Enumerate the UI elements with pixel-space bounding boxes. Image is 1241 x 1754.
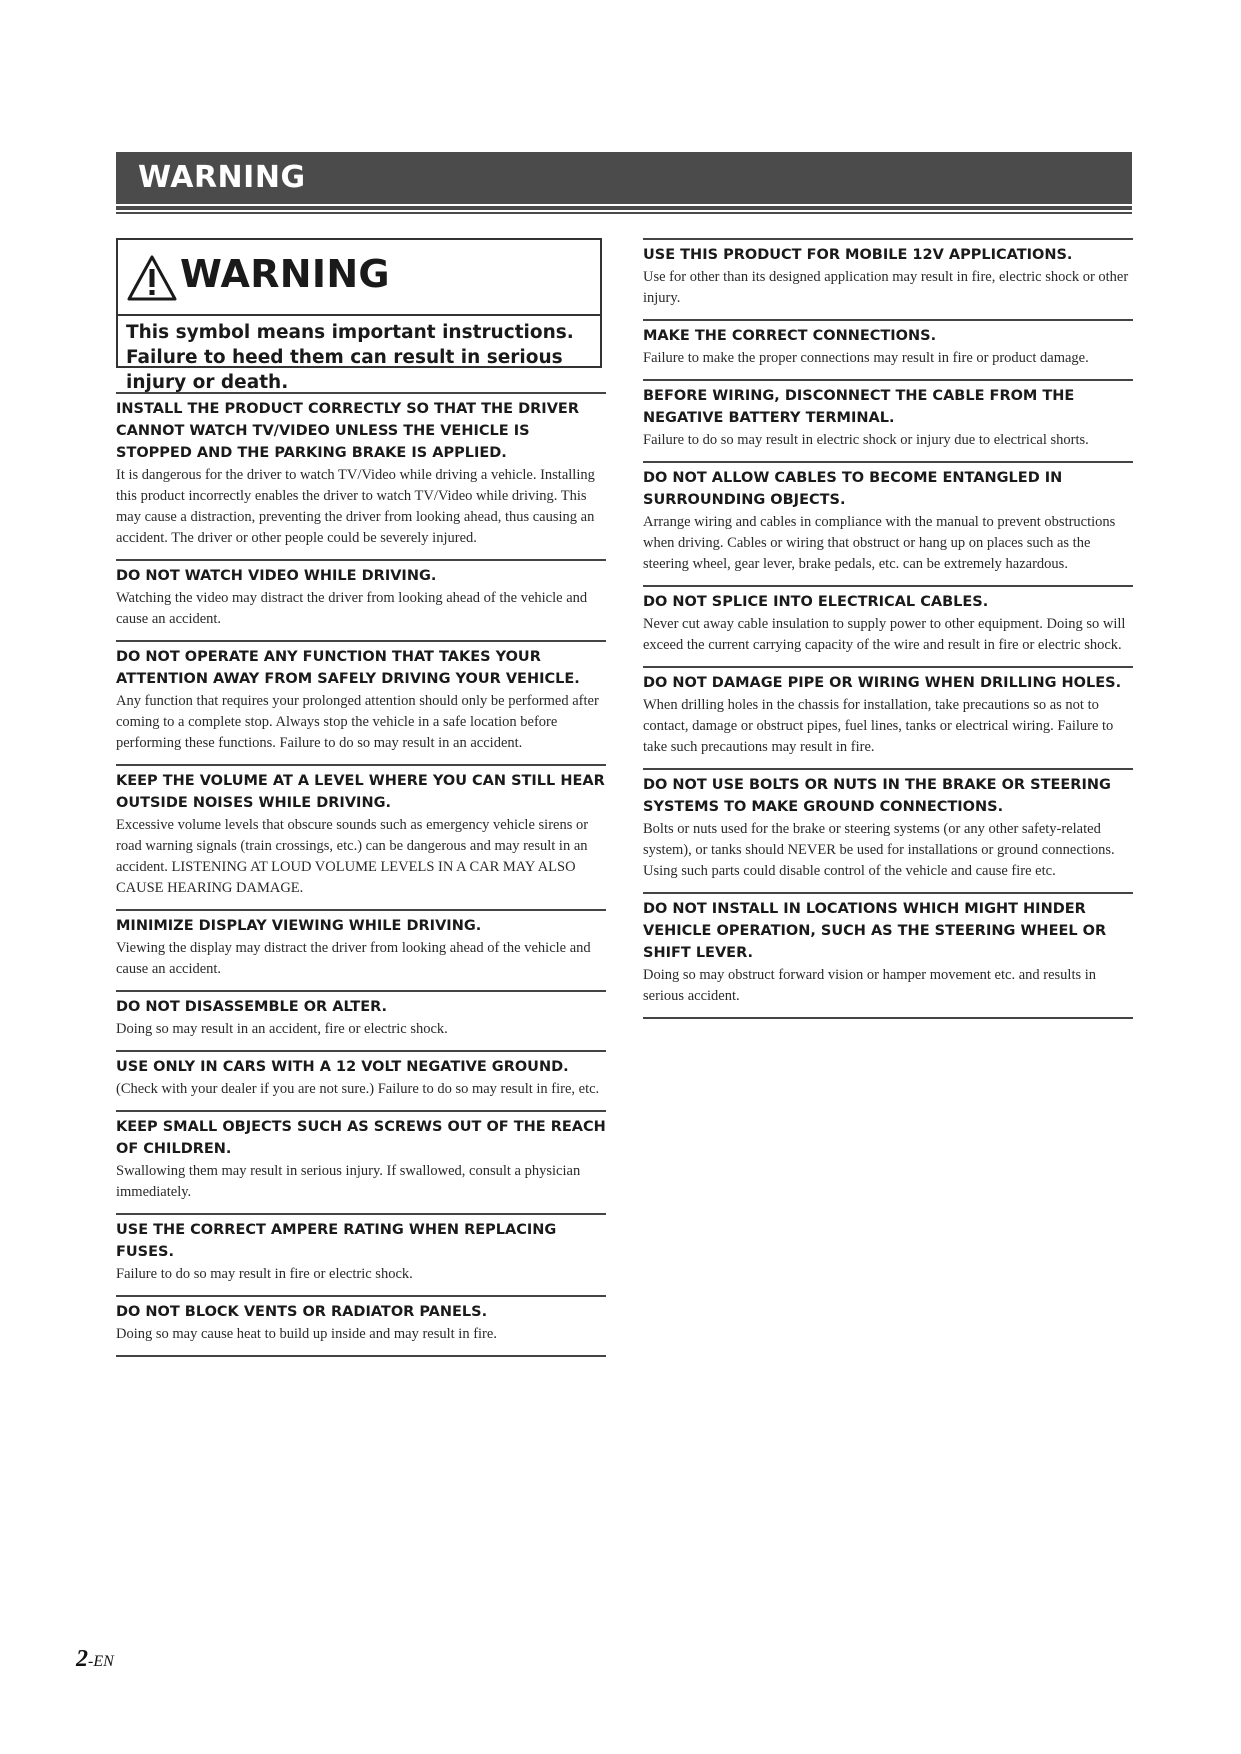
warning-item-title: MINIMIZE DISPLAY VIEWING WHILE DRIVING. (116, 918, 482, 934)
warning-item-body: Never cut away cable insulation to supply power to other equipment. Doing so will exceed the current carrying capacity of the wire and result in fire or electric shock. (643, 616, 1126, 653)
warning-item-title: BEFORE WIRING, DISCONNECT THE CABLE FROM THE NEGATIVE BATTERY TERMINAL. (643, 388, 1075, 426)
warning-item-title: DO NOT DAMAGE PIPE OR WIRING WHEN DRILLING HOLES. (643, 675, 1122, 691)
warning-item-body: Failure to make the proper connections may result in fire or product damage. (643, 350, 1089, 366)
warning-item-body: Viewing the display may distract the driver from looking ahead of the vehicle and cause an accident. (116, 940, 591, 977)
banner-rule (116, 206, 1132, 210)
warning-item-title: DO NOT DISASSEMBLE OR ALTER. (116, 999, 388, 1015)
warning-item-title: INSTALL THE PRODUCT CORRECTLY SO THAT THE DRIVER CANNOT WATCH TV/VIDEO UNLESS THE VEHICLE IS STOPPED AND THE PARKING BRAKE IS APPLIED. (116, 401, 579, 461)
warning-item (116, 559, 606, 640)
warning-item (643, 585, 1133, 666)
warning-item (643, 319, 1133, 379)
warning-item-body: Failure to do so may result in electric shock or injury due to electrical shorts. (643, 432, 1089, 448)
warning-item (116, 764, 606, 909)
warning-symbol-box (116, 238, 602, 393)
warning-item-body: Bolts or nuts used for the brake or steering systems (or any other safety-related system), or tanks should NEVER be used for installations or ground connections. Using such parts could disable control of the vehicle and cause fire etc. (643, 821, 1115, 879)
warning-item (116, 1110, 606, 1213)
warning-item-title: DO NOT BLOCK VENTS OR RADIATOR PANELS. (116, 1304, 488, 1320)
warning-item-body: Watching the video may distract the driver from looking ahead of the vehicle and cause an accident. (116, 590, 588, 627)
page-number (76, 1646, 114, 1673)
warning-item (643, 379, 1133, 461)
left-column (116, 392, 606, 1357)
warning-item-body: Doing so may result in an accident, fire or electric shock. (116, 1021, 448, 1037)
warning-item (643, 768, 1133, 892)
warning-item (643, 461, 1133, 585)
warning-item (116, 1213, 606, 1295)
warning-item-title: USE THIS PRODUCT FOR MOBILE 12V APPLICATIONS. (643, 247, 1073, 263)
column-end-rule (643, 1017, 1133, 1019)
warning-item-title: DO NOT SPLICE INTO ELECTRICAL CABLES. (643, 594, 989, 610)
warning-item-body: Doing so may obstruct forward vision or hamper movement etc. and results in serious accident. (643, 967, 1097, 1004)
warning-item (116, 990, 606, 1050)
warning-item-body: (Check with your dealer if you are not sure.) Failure to do so may result in fire, etc. (116, 1081, 600, 1097)
right-column (643, 238, 1133, 1019)
warning-item-body: Doing so may cause heat to build up inside and may result in fire. (116, 1326, 497, 1342)
warning-item-title: KEEP THE VOLUME AT A LEVEL WHERE YOU CAN STILL HEAR OUTSIDE NOISES WHILE DRIVING. (116, 773, 605, 811)
warning-triangle-icon (126, 254, 178, 302)
warning-item-title: MAKE THE CORRECT CONNECTIONS. (643, 328, 937, 344)
warning-item (116, 1050, 606, 1110)
warning-item-title: DO NOT ALLOW CABLES TO BECOME ENTANGLED IN SURROUNDING OBJECTS. (643, 470, 1063, 508)
warning-item (643, 666, 1133, 768)
warning-item-title: DO NOT USE BOLTS OR NUTS IN THE BRAKE OR STEERING SYSTEMS TO MAKE GROUND CONNECTIONS. (643, 777, 1111, 815)
warning-banner (116, 152, 1132, 204)
warning-item (643, 892, 1133, 1017)
page-number-suffix: -EN (88, 1653, 114, 1670)
warning-item (116, 640, 606, 764)
warning-item-title: DO NOT INSTALL IN LOCATIONS WHICH MIGHT HINDER VEHICLE OPERATION, SUCH AS THE STEERING WHEEL OR SHIFT LEVER. (643, 901, 1107, 961)
warning-item-body: When drilling holes in the chassis for installation, take precautions so as not to contact, damage or obstruct pipes, fuel lines, tanks or electrical wiring. Failure to take such precautions may result in fire. (643, 697, 1114, 755)
warning-box-header (118, 240, 600, 316)
warning-item-body: Swallowing them may result in serious injury. If swallowed, consult a physician immediately. (116, 1163, 581, 1200)
warning-item-title: DO NOT WATCH VIDEO WHILE DRIVING. (116, 568, 437, 584)
warning-item (116, 909, 606, 990)
banner-title: WARNING (138, 160, 306, 195)
warning-item-body: Excessive volume levels that obscure sounds such as emergency vehicle sirens or road warning signals (train crossings, etc.) can be dangerous and may result in an accident. LISTENING AT LOUD VOLUME LEVELS IN A CAR MAY ALSO CAUSE HEARING DAMAGE. (116, 817, 589, 896)
warning-item (116, 392, 606, 559)
warning-item-body: Failure to do so may result in fire or electric shock. (116, 1266, 413, 1282)
warning-item (643, 238, 1133, 319)
column-end-rule (116, 1355, 606, 1357)
warning-item-body: Arrange wiring and cables in compliance with the manual to prevent obstructions when driving. Cables or wiring that obstruct or hang up on places such as the steering wheel, gear lever, brake pedals, etc. can be extremely hazardous. (643, 514, 1116, 572)
warning-box-title: WARNING (180, 252, 390, 296)
warning-item-title: USE THE CORRECT AMPERE RATING WHEN REPLACING FUSES. (116, 1222, 557, 1260)
page-number-value: 2 (76, 1646, 88, 1672)
warning-item-body: It is dangerous for the driver to watch TV/Video while driving a vehicle. Installing this product incorrectly enables the driver to watch TV/Video while driving. This may cause a distraction, preventing the driver from looking ahead, thus causing an accident. The driver or other people could be severely injured. (116, 467, 595, 546)
warning-item (116, 1295, 606, 1355)
banner-rule-thin (116, 212, 1132, 214)
warning-item-title: USE ONLY IN CARS WITH A 12 VOLT NEGATIVE GROUND. (116, 1059, 569, 1075)
warning-item-title: DO NOT OPERATE ANY FUNCTION THAT TAKES YOUR ATTENTION AWAY FROM SAFELY DRIVING YOUR VEHICLE. (116, 649, 580, 687)
warning-item-body: Use for other than its designed application may result in fire, electric shock or other injury. (643, 269, 1129, 306)
warning-item-body: Any function that requires your prolonged attention should only be performed after coming to a complete stop. Always stop the vehicle in a safe location before performing these functions. Failure to do so may result in an accident. (116, 693, 599, 751)
warning-box-text: This symbol means important instructions. Failure to heed them can result in serious injury or death. (126, 322, 574, 393)
warning-item-title: KEEP SMALL OBJECTS SUCH AS SCREWS OUT OF THE REACH OF CHILDREN. (116, 1119, 606, 1157)
